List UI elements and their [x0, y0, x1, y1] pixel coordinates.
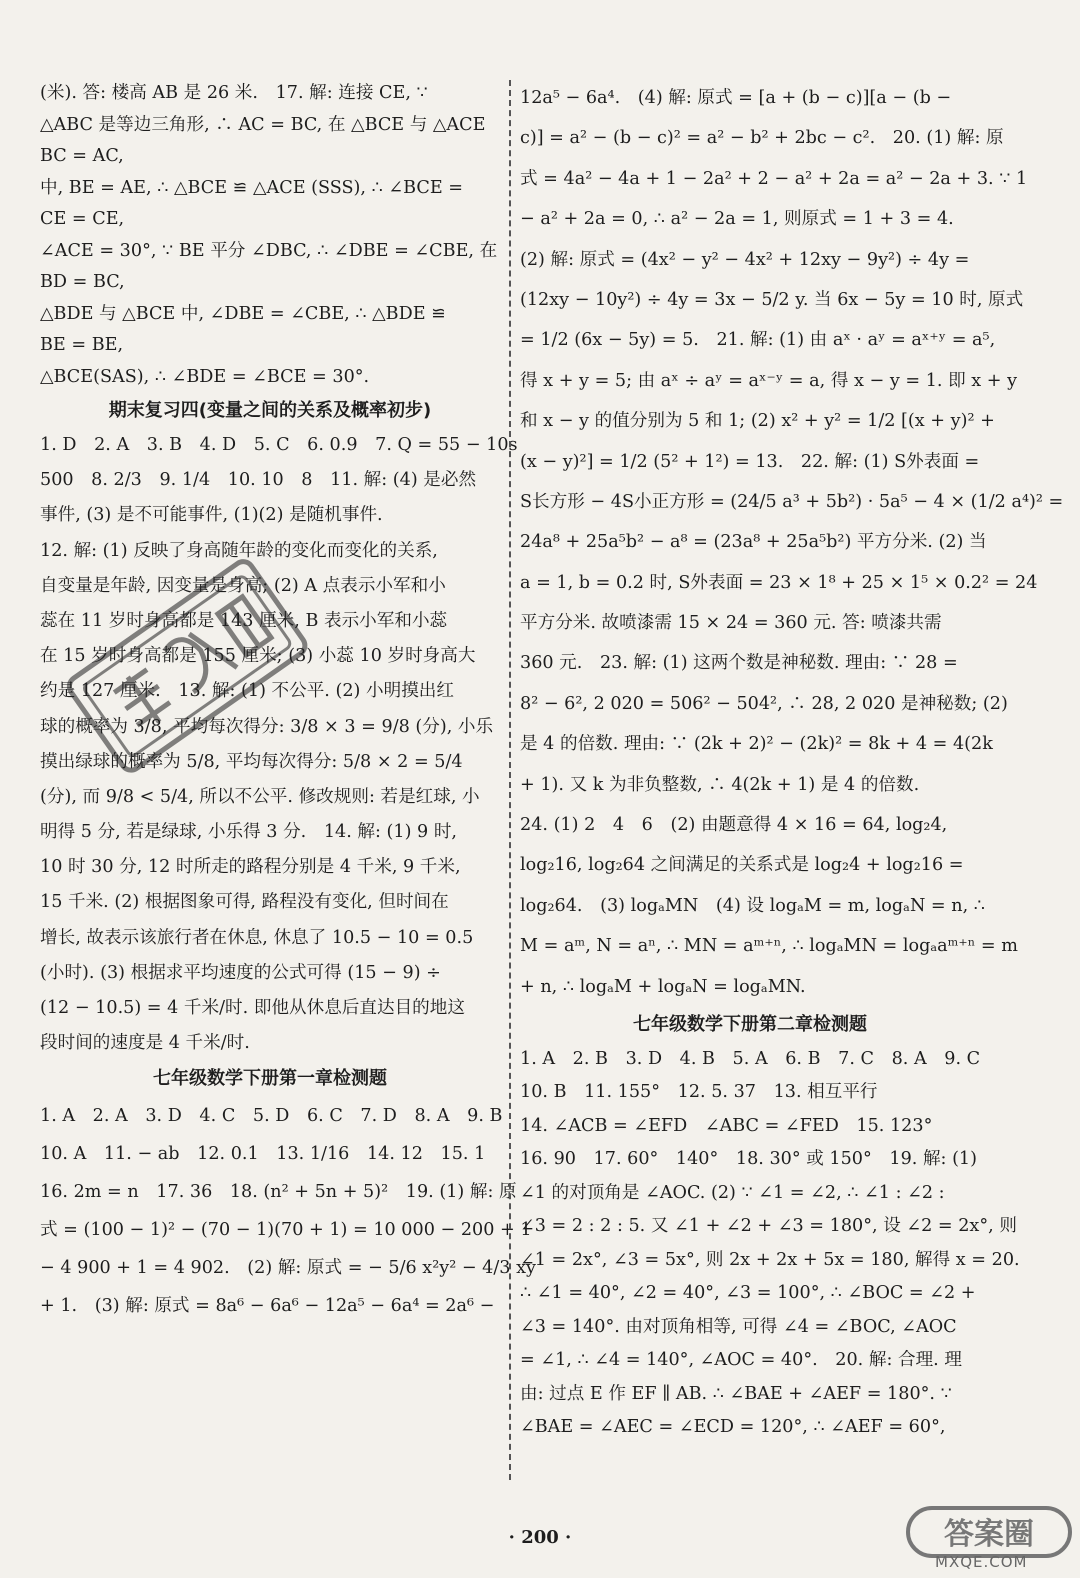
- left-mid-line: 12. 解: (1) 反映了身高随年龄的变化而变化的关系,: [40, 540, 438, 561]
- right-top-line: c)] = a² − (b − c)² = a² − b² + 2bc − c². 20. (1) 解: 原: [520, 128, 1004, 149]
- svg-text:答案圈: 答案圈: [944, 1517, 1034, 1552]
- section-title-chapter-2-test: 七年级数学下册第二章检测题: [633, 1013, 867, 1035]
- left-mid-line: 事件, (3) 是不可能事件, (1)(2) 是随机事件.: [40, 505, 383, 526]
- right-top-line: 平方分米. 故喷漆需 15 × 24 = 360 元. 答: 喷漆共需: [520, 613, 942, 634]
- left-top-line: △BCE(SAS), ∴ ∠BDE = ∠BCE = 30°.: [40, 366, 370, 387]
- left-mid-line: (分), 而 9/8 < 5/4, 所以不公平. 修改规则: 若是红球, 小: [40, 786, 480, 807]
- right-top-line: 8² − 6², 2 020 = 506² − 504², ∴ 28, 2 020 是神秘数; (2): [520, 693, 1008, 714]
- right-top-line: (2) 解: 原式 = (4x² − y² − 4x² + 12xy − 9y²) ÷ 4y =: [520, 249, 970, 270]
- left-mid-line: 蕊在 11 岁时身高都是 143 厘米, B 表示小军和小蕊: [40, 610, 448, 631]
- right-bottom-line: ∠3 = 2 : 2 : 5. 又 ∠1 + ∠2 + ∠3 = 180°, 设 ∠2 = 2x°, 则: [520, 1216, 1017, 1237]
- right-bottom-line: 由: 过点 E 作 EF ∥ AB. ∴ ∠BAE + ∠AEF = 180°. ∵: [520, 1383, 952, 1404]
- left-bottom-line: 1. A 2. A 3. D 4. C 5. D 6. C 7. D 8. A 9. B: [40, 1106, 503, 1127]
- left-bottom-block: [40, 1097, 536, 1325]
- right-bottom-line: ∴ ∠1 = 40°, ∠2 = 40°, ∠3 = 100°, ∴ ∠BOC = ∠2 +: [520, 1283, 976, 1304]
- left-top-line: △ABC 是等边三角形, ∴ AC = BC, 在 △BCE 与 △ACE: [40, 114, 486, 135]
- left-top-line: 中, BE = AE, ∴ △BCE ≌ △ACE (SSS), ∴ ∠BCE =: [40, 177, 464, 198]
- left-mid-line: (12 − 10.5) = 4 千米/时. 即他从休息后直达目的地这: [40, 998, 465, 1018]
- left-mid-line: 摸出绿球的概率为 5/8, 平均每次得分: 5/8 × 2 = 5/4: [40, 751, 463, 772]
- left-mid-line: 增长, 故表示该旅行者在休息, 休息了 10.5 − 10 = 0.5: [40, 927, 474, 948]
- right-top-line: 和 x − y 的值分别为 5 和 1; (2) x² + y² = 1/2 [(x + y)² +: [520, 411, 995, 432]
- right-top-line: M = aᵐ, N = aⁿ, ∴ MN = aᵐ⁺ⁿ, ∴ logₐMN = logₐaᵐ⁺ⁿ = m: [520, 936, 1018, 957]
- right-top-line: log₂64. (3) logₐMN (4) 设 logₐM = m, logₐN = n, ∴: [520, 895, 985, 916]
- right-top-line: S长方形 − 4S小正方形 = (24/5 a³ + 5b²) · 5a⁵ − 4 × (1/2 a⁴)² =: [520, 491, 1064, 512]
- left-mid-line: 在 15 岁时身高都是 155 厘米; (3) 小蕊 10 岁时身高大: [40, 646, 476, 667]
- left-bottom-line: 10. A 11. − ab 12. 0.1 13. 1/16 14. 12 15. 1: [40, 1144, 486, 1165]
- left-top-line: CE = CE,: [40, 209, 125, 229]
- right-top-line: log₂16, log₂64 之间满足的关系式是 log₂4 + log₂16 =: [520, 855, 964, 876]
- right-top-line: a = 1, b = 0.2 时, S外表面 = 23 × 1⁸ + 25 × 1⁵ × 0.2² = 24: [520, 572, 1038, 593]
- left-mid-line: 15 千米. (2) 根据图象可得, 路程没有变化, 但时间在: [40, 892, 449, 913]
- left-top-block: [40, 78, 500, 393]
- right-bottom-block: [520, 1043, 1020, 1445]
- right-bottom-line: ∠1 的对顶角是 ∠AOC. (2) ∵ ∠1 = ∠2, ∴ ∠1 : ∠2 :: [520, 1182, 945, 1203]
- left-bottom-line: + 1. (3) 解: 原式 = 8a⁶ − 6a⁶ − 12a⁵ − 6a⁴ = 2a⁶ −: [40, 1296, 495, 1317]
- left-top-line: BE = BE,: [40, 335, 124, 355]
- right-top-line: 24a⁸ + 25a⁵b² − a⁸ = (23a⁸ + 25a⁵b²) 平方分米. (2) 当: [520, 532, 987, 553]
- right-bottom-line: 16. 90 17. 60° 140° 18. 30° 或 150° 19. 解: (1): [520, 1149, 977, 1170]
- right-top-line: − a² + 2a = 0, ∴ a² − 2a = 1, 则原式 = 1 + 3 = 4.: [520, 209, 954, 230]
- right-top-line: + 1). 又 k 为非负整数, ∴ 4(2k + 1) 是 4 的倍数.: [520, 774, 920, 795]
- watermark-url: MXQE.COM: [935, 1553, 1028, 1571]
- right-bottom-line: 10. B 11. 155° 12. 5. 37 13. 相互平行: [520, 1082, 878, 1103]
- right-bottom-line: ∠3 = 140°. 由对顶角相等, 可得 ∠4 = ∠BOC, ∠AOC: [520, 1316, 957, 1337]
- left-top-line: △BDE 与 △BCE 中, ∠DBE = ∠CBE, ∴ △BDE ≌: [40, 303, 446, 324]
- section-title-chapter-1-test: 七年级数学下册第一章检测题: [153, 1068, 387, 1090]
- right-bottom-line: = ∠1, ∴ ∠4 = 140°, ∠AOC = 40°. 20. 解: 合理. 理: [520, 1350, 962, 1371]
- right-top-line: 24. (1) 2 4 6 (2) 由题意得 4 × 16 = 64, log₂4,: [520, 815, 948, 836]
- right-top-block: [520, 78, 1064, 1007]
- right-bottom-line: 1. A 2. B 3. D 4. B 5. A 6. B 7. C 8. A 9. C: [520, 1048, 981, 1069]
- left-mid-line: 500 8. 2/3 9. 1/4 10. 10 8 11. 解: (4) 是必然: [40, 470, 477, 491]
- left-mid-line: (小时). (3) 根据求平均速度的公式可得 (15 − 9) ÷: [40, 962, 441, 983]
- right-bottom-line: ∠1 = 2x°, ∠3 = 5x°, 则 2x + 2x + 5x = 180, 解得 x = 20.: [520, 1249, 1020, 1270]
- left-mid-line: 明得 5 分, 若是绿球, 小乐得 3 分. 14. 解: (1) 9 时,: [40, 822, 458, 843]
- left-top-line: (米). 答: 楼高 AB 是 26 米. 17. 解: 连接 CE, ∵: [40, 83, 428, 103]
- right-top-line: 360 元. 23. 解: (1) 这两个数是神秘数. 理由: ∵ 28 =: [520, 653, 958, 674]
- left-mid-line: 段时间的速度是 4 千米/时.: [40, 1033, 250, 1054]
- page-number: · 200 ·: [508, 1527, 572, 1548]
- left-top-line: BC = AC,: [40, 146, 124, 166]
- right-bottom-line: ∠BAE = ∠AEC = ∠ECD = 120°, ∴ ∠AEF = 60°,: [520, 1417, 946, 1438]
- watermark-stamp-icon: [60, 540, 320, 800]
- left-mid-line: 自变量是年龄, 因变量是身高; (2) A 点表示小军和小: [40, 575, 446, 596]
- right-top-line: 12a⁵ − 6a⁴. (4) 解: 原式 = [a + (b − c)][a − (b −: [520, 88, 952, 108]
- right-top-line: = 1/2 (6x − 5y) = 5. 21. 解: (1) 由 aˣ · aʸ = aˣ⁺ʸ = a⁵,: [520, 330, 996, 351]
- right-column: [520, 78, 1064, 1445]
- left-top-line: ∠ACE = 30°, ∵ BE 平分 ∠DBC, ∴ ∠DBE = ∠CBE, 在: [40, 240, 498, 261]
- left-mid-line: 球的概率为 3/8, 平均每次得分: 3/8 × 3 = 9/8 (分), 小乐: [40, 716, 494, 737]
- left-bottom-line: 式 = (100 − 1)² − (70 − 1)(70 + 1) = 10 000 − 200 + 1: [40, 1220, 532, 1241]
- section-title-review-4: 期末复习四(变量之间的关系及概率初步): [108, 400, 432, 421]
- right-bottom-line: 14. ∠ACB = ∠EFD ∠ABC = ∠FED 15. 123°: [520, 1115, 933, 1136]
- right-top-line: 式 = 4a² − 4a + 1 − 2a² + 2 − a² + 2a = a² − 2a + 3. ∵ 1: [520, 168, 1028, 189]
- right-top-line: (12xy − 10y²) ÷ 4y = 3x − 5/2 y. 当 6x − 5y = 10 时, 原式: [520, 289, 1024, 310]
- right-top-line: + n, ∴ logₐM + logₐN = logₐMN.: [520, 976, 806, 997]
- left-bottom-line: − 4 900 + 1 = 4 902. (2) 解: 原式 = − 5/6 x²y² − 4/3 xy: [40, 1258, 536, 1279]
- right-top-line: 是 4 的倍数. 理由: ∵ (2k + 2)² − (2k)² = 8k + 4 = 4(2k: [520, 734, 993, 755]
- left-bottom-line: 16. 2m = n 17. 36 18. (n² + 5n + 5)² 19. (1) 解: 原: [40, 1182, 517, 1203]
- left-mid-line: 10 时 30 分, 12 时所走的路程分别是 4 千米, 9 千米,: [40, 857, 461, 878]
- left-top-line: BD = BC,: [40, 272, 125, 292]
- right-top-line: 得 x + y = 5; 由 aˣ ÷ aʸ = aˣ⁻ʸ = a, 得 x − y = 1. 即 x + y: [520, 370, 1018, 391]
- left-mid-line: 约是 127 厘米. 13. 解: (1) 不公平. (2) 小明摸出红: [40, 681, 454, 702]
- left-mid-line: 1. D 2. A 3. B 4. D 5. C 6. 0.9 7. Q = 55 − 10s: [40, 435, 518, 455]
- column-divider: [509, 80, 511, 1480]
- right-top-line: (x − y)²] = 1/2 (5² + 1²) = 13. 22. 解: (1) S外表面 =: [520, 451, 980, 472]
